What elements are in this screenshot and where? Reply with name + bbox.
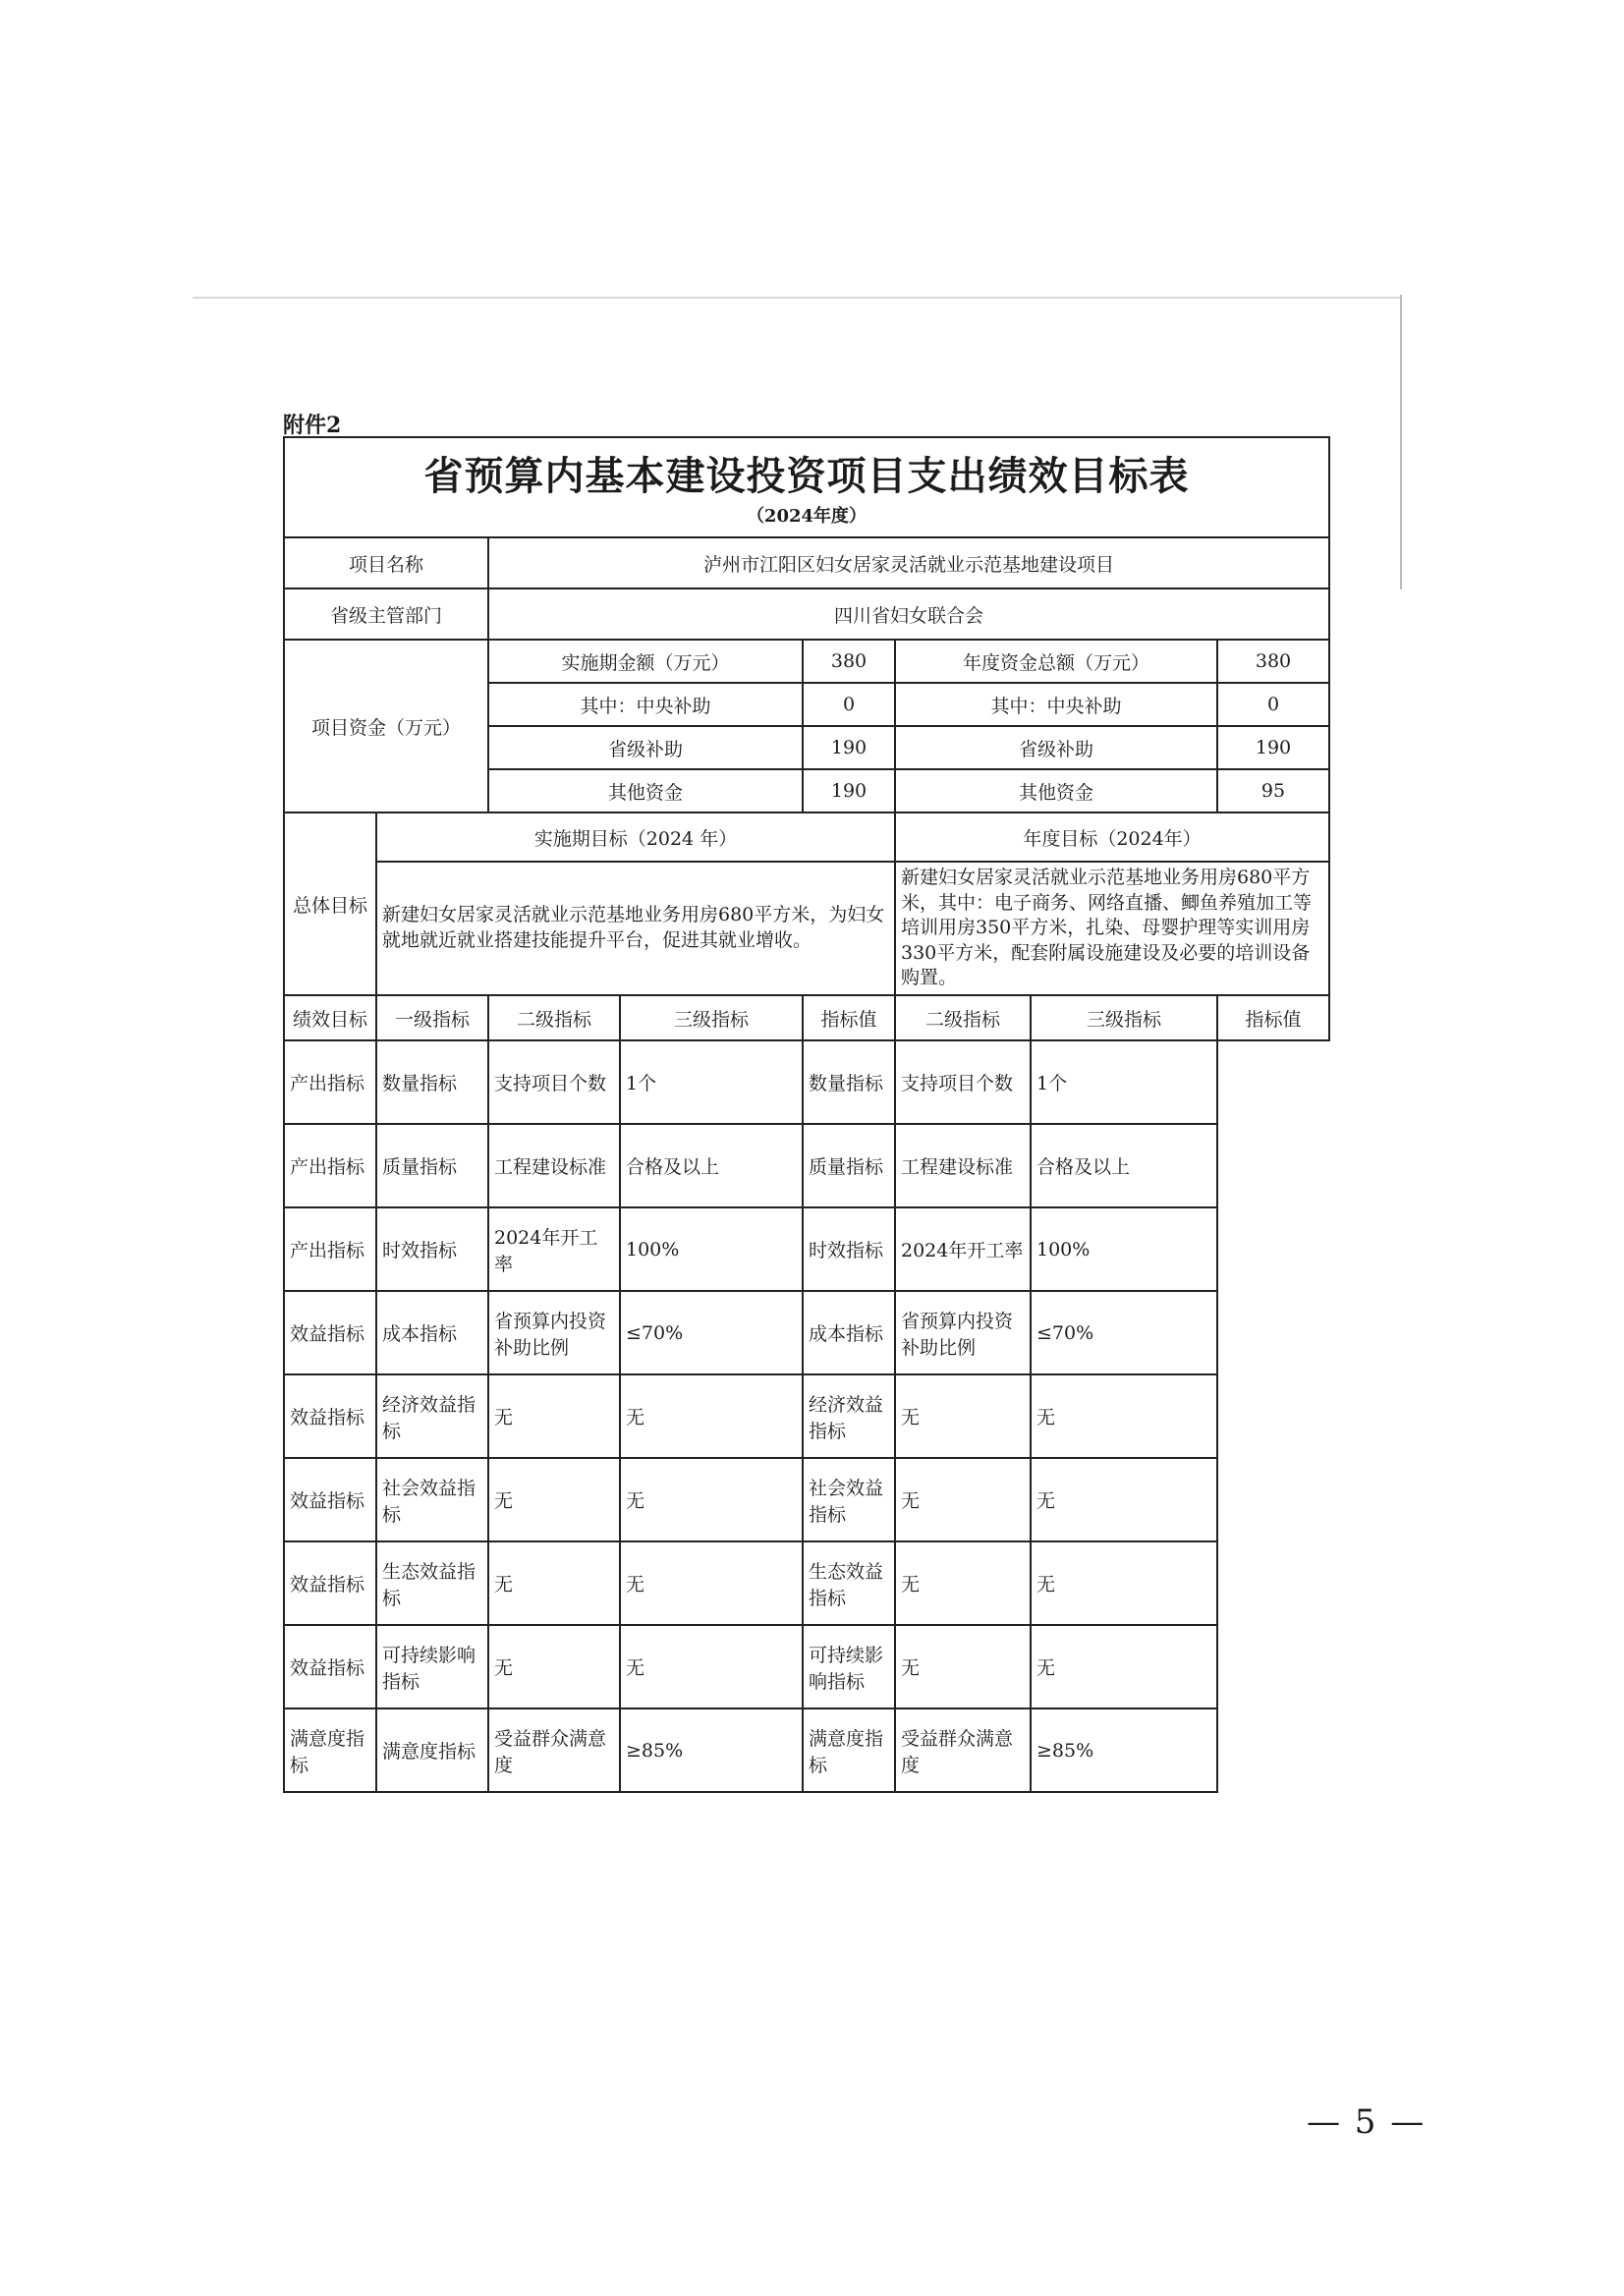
- level3-indicator: 无: [488, 1541, 620, 1625]
- indicator-value-annual: 无: [1031, 1625, 1217, 1708]
- indicator-value: 无: [620, 1458, 803, 1541]
- level3-indicator-annual: 无: [895, 1541, 1031, 1625]
- level1-indicator: 产出指标: [284, 1124, 376, 1207]
- funds-right-label: 其他资金: [895, 769, 1217, 812]
- indicator-value: 无: [620, 1625, 803, 1708]
- level3-indicator-annual: 2024年开工率: [895, 1207, 1031, 1291]
- indicator-value-annual: 合格及以上: [1031, 1124, 1217, 1207]
- performance-target-sheet: [283, 436, 1328, 1807]
- level2-indicator: 经济效益指标: [376, 1374, 488, 1458]
- header-value-annual: 指标值: [1217, 995, 1329, 1040]
- level2-indicator-annual: 可持续影响指标: [803, 1625, 895, 1708]
- level2-indicator-annual: 满意度指标: [803, 1708, 895, 1792]
- funds-left-label: 实施期金额（万元）: [488, 640, 803, 683]
- funds-right-label: 省级补助: [895, 726, 1217, 769]
- level3-indicator: 受益群众满意度: [488, 1708, 620, 1792]
- level2-indicator: 成本指标: [376, 1291, 488, 1374]
- level2-indicator: 质量指标: [376, 1124, 488, 1207]
- attachment-label: 附件2: [283, 413, 342, 438]
- indicator-row: [284, 1207, 1329, 1291]
- header-level3-annual: 三级指标: [1031, 995, 1217, 1040]
- level2-indicator: 数量指标: [376, 1040, 488, 1124]
- level3-indicator: 无: [488, 1625, 620, 1708]
- indicator-row: [284, 1625, 1329, 1708]
- level1-indicator: 效益指标: [284, 1625, 376, 1708]
- indicator-row: [284, 1708, 1329, 1792]
- header-level2: 二级指标: [488, 995, 620, 1040]
- level1-indicator: 效益指标: [284, 1374, 376, 1458]
- level3-indicator: 支持项目个数: [488, 1040, 620, 1124]
- indicator-row: [284, 1124, 1329, 1207]
- level2-indicator: 时效指标: [376, 1207, 488, 1291]
- level1-indicator: 产出指标: [284, 1207, 376, 1291]
- indicator-value: 无: [620, 1374, 803, 1458]
- header-level1: 一级指标: [376, 995, 488, 1040]
- indicator-row: [284, 1541, 1329, 1625]
- annual-goal-text: 新建妇女居家灵活就业示范基地业务用房680平方米，其中：电子商务、网络直播、鲫鱼养殖加工等培训用房350平方米，扎染、母婴护理等实训用房330平方米，配套附属设施建设及必要的培训设备购置。: [895, 862, 1329, 995]
- project-name-value: 泸州市江阳区妇女居家灵活就业示范基地建设项目: [488, 537, 1329, 588]
- level2-indicator: 可持续影响指标: [376, 1625, 488, 1708]
- funds-left-value: 380: [803, 640, 895, 683]
- period-goal-text: 新建妇女居家灵活就业示范基地业务用房680平方米，为妇女就地就近就业搭建技能提升平台，促进其就业增收。: [376, 862, 895, 995]
- indicator-value-annual: 无: [1031, 1374, 1217, 1458]
- funds-right-value: 190: [1217, 726, 1329, 769]
- indicator-value-annual: 100%: [1031, 1207, 1217, 1291]
- funds-right-label: 年度资金总额（万元）: [895, 640, 1217, 683]
- level1-indicator: 效益指标: [284, 1458, 376, 1541]
- indicator-value-annual: 无: [1031, 1458, 1217, 1541]
- table-title: 省预算内基本建设投资项目支出绩效目标表: [423, 453, 1190, 499]
- scan-artifact-edge: [1400, 295, 1402, 589]
- level3-indicator: 无: [488, 1374, 620, 1458]
- indicator-row: [284, 1040, 1329, 1124]
- performance-label: 绩效目标: [284, 995, 376, 1040]
- title-cell: [284, 437, 1329, 537]
- indicator-value: ≤70%: [620, 1291, 803, 1374]
- header-value: 指标值: [803, 995, 895, 1040]
- indicator-row: [284, 1374, 1329, 1458]
- level2-indicator-annual: 数量指标: [803, 1040, 895, 1124]
- funds-left-value: 190: [803, 726, 895, 769]
- indicator-value: ≥85%: [620, 1708, 803, 1792]
- level3-indicator: 工程建设标准: [488, 1124, 620, 1207]
- indicator-value: 1个: [620, 1040, 803, 1124]
- indicator-value-annual: ≥85%: [1031, 1708, 1217, 1792]
- funds-right-value: 380: [1217, 640, 1329, 683]
- funds-right-value: 95: [1217, 769, 1329, 812]
- department-label: 省级主管部门: [284, 588, 488, 640]
- performance-target-table: [283, 436, 1330, 1793]
- funds-left-value: 0: [803, 683, 895, 726]
- page-number: — 5 —: [1307, 2102, 1427, 2142]
- level1-indicator: 产出指标: [284, 1040, 376, 1124]
- level2-indicator: 生态效益指标: [376, 1541, 488, 1625]
- level2-indicator: 社会效益指标: [376, 1458, 488, 1541]
- funds-left-label: 其他资金: [488, 769, 803, 812]
- indicator-value: 100%: [620, 1207, 803, 1291]
- period-goal-header: 实施期目标（2024 年）: [376, 812, 895, 862]
- level1-indicator: 满意度指标: [284, 1708, 376, 1792]
- performance-rows: [284, 1040, 1329, 1792]
- year-label: （2024年度）: [746, 506, 868, 527]
- level2-indicator-annual: 经济效益指标: [803, 1374, 895, 1458]
- level2-indicator-annual: 生态效益指标: [803, 1541, 895, 1625]
- overall-goal-label: 总体目标: [284, 812, 376, 995]
- indicator-row: [284, 1291, 1329, 1374]
- project-name-label: 项目名称: [284, 537, 488, 588]
- level2-indicator-annual: 质量指标: [803, 1124, 895, 1207]
- level3-indicator-annual: 无: [895, 1374, 1031, 1458]
- level1-indicator: 效益指标: [284, 1291, 376, 1374]
- indicator-value-annual: ≤70%: [1031, 1291, 1217, 1374]
- level2-indicator-annual: 成本指标: [803, 1291, 895, 1374]
- level1-indicator: 效益指标: [284, 1541, 376, 1625]
- level3-indicator-annual: 省预算内投资补助比例: [895, 1291, 1031, 1374]
- funds-label: 项目资金（万元）: [284, 640, 488, 812]
- level3-indicator: 省预算内投资补助比例: [488, 1291, 620, 1374]
- level2-indicator-annual: 社会效益指标: [803, 1458, 895, 1541]
- level3-indicator-annual: 受益群众满意度: [895, 1708, 1031, 1792]
- funds-left-label: 其中：中央补助: [488, 683, 803, 726]
- level3-indicator-annual: 支持项目个数: [895, 1040, 1031, 1124]
- indicator-value-annual: 1个: [1031, 1040, 1217, 1124]
- header-level2-annual: 二级指标: [895, 995, 1031, 1040]
- annual-goal-header: 年度目标（2024年）: [895, 812, 1329, 862]
- indicator-value-annual: 无: [1031, 1541, 1217, 1625]
- funds-left-label: 省级补助: [488, 726, 803, 769]
- level2-indicator: 满意度指标: [376, 1708, 488, 1792]
- funds-left-value: 190: [803, 769, 895, 812]
- funds-right-value: 0: [1217, 683, 1329, 726]
- level3-indicator: 无: [488, 1458, 620, 1541]
- header-level3: 三级指标: [620, 995, 803, 1040]
- level2-indicator-annual: 时效指标: [803, 1207, 895, 1291]
- indicator-row: [284, 1458, 1329, 1541]
- level3-indicator-annual: 无: [895, 1458, 1031, 1541]
- funds-right-label: 其中：中央补助: [895, 683, 1217, 726]
- indicator-value: 无: [620, 1541, 803, 1625]
- level3-indicator-annual: 无: [895, 1625, 1031, 1708]
- level3-indicator-annual: 工程建设标准: [895, 1124, 1031, 1207]
- scan-artifact-line: [193, 297, 1401, 299]
- indicator-value: 合格及以上: [620, 1124, 803, 1207]
- level3-indicator: 2024年开工率: [488, 1207, 620, 1291]
- department-value: 四川省妇女联合会: [488, 588, 1329, 640]
